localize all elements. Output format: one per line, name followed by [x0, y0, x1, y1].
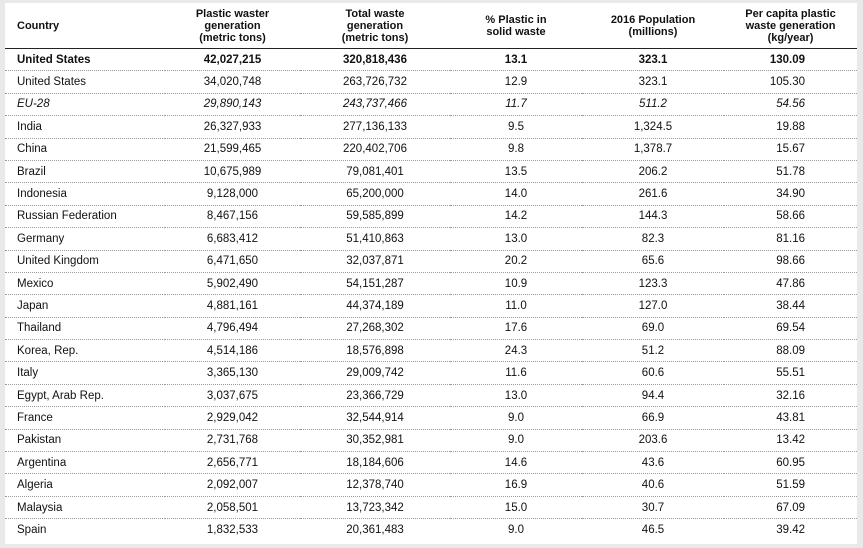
per-capita-cell: 34.90: [724, 183, 857, 205]
per-capita-cell: 58.66: [724, 205, 857, 227]
per-capita-cell: 15.67: [724, 138, 857, 160]
per-capita-cell: 130.09: [724, 49, 857, 71]
table-row: [5, 116, 857, 138]
total-waste-cell: 18,576,898: [300, 340, 450, 362]
country-cell: Malaysia: [5, 496, 165, 518]
per-capita-cell: 32.16: [724, 384, 857, 406]
header-line: waste generation: [745, 19, 836, 32]
per-capita-cell: 19.88: [724, 116, 857, 138]
header-line: generation: [204, 19, 261, 32]
plastic-percent-cell: 11.0: [450, 295, 582, 317]
table-row: [5, 138, 857, 160]
table-row: [5, 49, 857, 71]
plastic-percent-cell: 17.6: [450, 317, 582, 339]
per-capita-cell: 13.42: [724, 429, 857, 451]
table-row: [5, 519, 857, 541]
plastic-waste-cell: 29,890,143: [165, 93, 300, 115]
country-cell: Brazil: [5, 160, 165, 182]
header-line: Total waste: [345, 7, 405, 20]
per-capita-cell: 54.56: [724, 93, 857, 115]
table-row: [5, 452, 857, 474]
plastic-waste-cell: 6,683,412: [165, 228, 300, 250]
header-line: generation: [346, 19, 404, 32]
country-cell: Thailand: [5, 317, 165, 339]
header-line: 2016 Population: [610, 13, 696, 26]
country-cell: Korea, Rep.: [5, 340, 165, 362]
table-row: [5, 496, 857, 518]
header-row: [5, 3, 857, 49]
country-cell: Mexico: [5, 272, 165, 294]
plastic-waste-cell: 4,881,161: [165, 295, 300, 317]
plastic-waste-cell: 42,027,215: [165, 49, 300, 71]
population-cell: 46.5: [641, 523, 665, 536]
population-cell: 323.1: [582, 71, 724, 93]
per-capita-cell: 47.86: [724, 272, 857, 294]
per-capita-cell: 38.44: [724, 295, 857, 317]
country-cell: United Kingdom: [5, 250, 165, 272]
country-cell: United States: [5, 49, 165, 71]
per-capita-cell: 39.42: [776, 523, 805, 536]
data-table-card: [5, 3, 857, 544]
total-waste-cell: 23,366,729: [300, 384, 450, 406]
total-waste-cell: 30,352,981: [300, 429, 450, 451]
plastic-percent-cell: 11.7: [450, 93, 582, 115]
table-header: [5, 3, 857, 49]
total-waste-cell: 79,081,401: [300, 160, 450, 182]
population-cell: 94.4: [582, 384, 724, 406]
country-cell: EU-28: [5, 93, 165, 115]
country-cell: Italy: [5, 362, 165, 384]
per-capita-cell: 69.54: [724, 317, 857, 339]
table-row: [5, 250, 857, 272]
plastic-waste-cell: 2,731,768: [165, 429, 300, 451]
per-capita-cell: 98.66: [724, 250, 857, 272]
population-cell: 30.7: [582, 496, 724, 518]
table-row: [5, 317, 857, 339]
total-waste-cell: 13,723,342: [300, 496, 450, 518]
plastic-waste-cell: 5,902,490: [165, 272, 300, 294]
table-row: [5, 272, 857, 294]
country-cell: Algeria: [5, 474, 165, 496]
country-cell: Japan: [5, 295, 165, 317]
header-line: solid waste: [486, 25, 546, 38]
plastic-percent-cell: 9.0: [450, 407, 582, 429]
per-capita-cell: 105.30: [724, 71, 857, 93]
plastic-percent-cell: 15.0: [450, 496, 582, 518]
total-waste-cell: 32,037,871: [300, 250, 450, 272]
country-cell: United States: [5, 71, 165, 93]
total-waste-cell: 220,402,706: [300, 138, 450, 160]
plastic-waste-cell: 2,092,007: [165, 474, 300, 496]
table-row: [5, 384, 857, 406]
plastic-waste-cell: 8,467,156: [165, 205, 300, 227]
total-waste-cell: 51,410,863: [300, 228, 450, 250]
header-line: (metric tons): [341, 31, 409, 44]
country-cell: India: [5, 116, 165, 138]
total-waste-cell: 27,268,302: [300, 317, 450, 339]
header-line: (metric tons): [199, 31, 266, 44]
country-cell: Pakistan: [5, 429, 165, 451]
header-line: Plastic waster: [195, 7, 270, 20]
population-cell: 206.2: [582, 160, 724, 182]
total-waste-cell: 20,361,483: [346, 523, 404, 536]
table-row: [5, 362, 857, 384]
table-row: [5, 183, 857, 205]
per-capita-cell: 43.81: [724, 407, 857, 429]
country-cell: France: [5, 407, 165, 429]
plastic-percent-cell: 9.0: [450, 429, 582, 451]
plastic-percent-cell: 13.0: [450, 228, 582, 250]
total-waste-cell: 277,136,133: [300, 116, 450, 138]
total-waste-cell: 320,818,436: [300, 49, 450, 71]
column-header-plastic-waste: [165, 3, 300, 49]
column-header-total-waste: [300, 3, 450, 49]
population-cell: 51.2: [582, 340, 724, 362]
country-cell: Egypt, Arab Rep.: [5, 384, 165, 406]
country-cell: Indonesia: [5, 183, 165, 205]
country-cell: Argentina: [5, 452, 165, 474]
population-cell: 40.6: [582, 474, 724, 496]
country-cell: Spain: [17, 523, 47, 536]
plastic-waste-cell: 3,365,130: [165, 362, 300, 384]
per-capita-cell: 51.78: [724, 160, 857, 182]
plastic-percent-cell: 9.5: [450, 116, 582, 138]
per-capita-cell: 60.95: [724, 452, 857, 474]
header-line: (kg/year): [767, 31, 814, 44]
population-cell: 65.6: [582, 250, 724, 272]
plastic-waste-cell: 3,037,675: [165, 384, 300, 406]
population-cell: 60.6: [582, 362, 724, 384]
plastic-percent-cell: 9.8: [450, 138, 582, 160]
total-waste-cell: 29,009,742: [300, 362, 450, 384]
plastic-waste-cell: 2,929,042: [165, 407, 300, 429]
per-capita-cell: 55.51: [724, 362, 857, 384]
table-row: [5, 71, 857, 93]
total-waste-cell: 32,544,914: [300, 407, 450, 429]
per-capita-cell: 67.09: [724, 496, 857, 518]
plastic-percent-cell: 13.1: [450, 49, 582, 71]
total-waste-cell: 18,184,606: [300, 452, 450, 474]
population-cell: 144.3: [582, 205, 724, 227]
plastic-percent-cell: 16.9: [450, 474, 582, 496]
table-row: [5, 160, 857, 182]
plastic-percent-cell: 20.2: [450, 250, 582, 272]
population-cell: 261.6: [582, 183, 724, 205]
column-header-plastic-percent: [450, 3, 582, 49]
population-cell: 323.1: [582, 49, 724, 71]
population-cell: 511.2: [582, 93, 724, 115]
plastic-percent-cell: 9.0: [508, 523, 524, 536]
plastic-waste-cell: 6,471,650: [165, 250, 300, 272]
table-row: [5, 295, 857, 317]
plastic-percent-cell: 13.5: [450, 160, 582, 182]
plastic-waste-cell: 4,796,494: [165, 317, 300, 339]
country-cell: Germany: [5, 228, 165, 250]
population-cell: 69.0: [582, 317, 724, 339]
plastic-waste-cell: 10,675,989: [165, 160, 300, 182]
header-line: Country: [17, 19, 60, 32]
plastic-percent-cell: 14.2: [450, 205, 582, 227]
plastic-percent-cell: 24.3: [450, 340, 582, 362]
plastic-percent-cell: 14.6: [450, 452, 582, 474]
total-waste-cell: 12,378,740: [300, 474, 450, 496]
table-row: [5, 340, 857, 362]
plastic-waste-cell: 2,058,501: [165, 496, 300, 518]
total-waste-cell: 243,737,466: [300, 93, 450, 115]
population-cell: 66.9: [582, 407, 724, 429]
plastic-percent-cell: 13.0: [450, 384, 582, 406]
header-line: Per capita plastic: [745, 7, 836, 20]
plastic-waste-cell: 9,128,000: [165, 183, 300, 205]
population-cell: 1,378.7: [582, 138, 724, 160]
table-row: [5, 228, 857, 250]
per-capita-cell: 51.59: [724, 474, 857, 496]
per-capita-cell: 88.09: [724, 340, 857, 362]
plastic-waste-cell: 1,832,533: [206, 523, 259, 536]
per-capita-cell: 81.16: [724, 228, 857, 250]
plastic-waste-cell: 2,656,771: [165, 452, 300, 474]
table-row: [5, 205, 857, 227]
total-waste-cell: 54,151,287: [300, 272, 450, 294]
table-row: [5, 429, 857, 451]
plastic-waste-cell: 26,327,933: [165, 116, 300, 138]
population-cell: 43.6: [582, 452, 724, 474]
plastic-waste-cell: 4,514,186: [165, 340, 300, 362]
total-waste-cell: 44,374,189: [300, 295, 450, 317]
plastic-percent-cell: 12.9: [450, 71, 582, 93]
plastic-waste-cell: 34,020,748: [165, 71, 300, 93]
total-waste-cell: 65,200,000: [300, 183, 450, 205]
header-line: (millions): [628, 25, 678, 38]
plastic-percent-cell: 11.6: [450, 362, 582, 384]
population-cell: 123.3: [582, 272, 724, 294]
country-cell: China: [5, 138, 165, 160]
plastic-waste-cell: 21,599,465: [165, 138, 300, 160]
table-row: [5, 474, 857, 496]
table-row: [5, 93, 857, 115]
header-line: % Plastic in: [485, 13, 547, 26]
column-header-country: [5, 3, 165, 49]
table-body: [5, 49, 857, 541]
plastic-percent-cell: 10.9: [450, 272, 582, 294]
population-cell: 82.3: [582, 228, 724, 250]
table-row: [5, 407, 857, 429]
plastic-waste-table: [5, 3, 857, 541]
total-waste-cell: 59,585,899: [300, 205, 450, 227]
population-cell: 1,324.5: [582, 116, 724, 138]
plastic-percent-cell: 14.0: [450, 183, 582, 205]
population-cell: 203.6: [582, 429, 724, 451]
country-cell: Russian Federation: [5, 205, 165, 227]
column-header-per-capita: [724, 3, 857, 49]
total-waste-cell: 263,726,732: [300, 71, 450, 93]
column-header-population: [582, 3, 724, 49]
population-cell: 127.0: [582, 295, 724, 317]
